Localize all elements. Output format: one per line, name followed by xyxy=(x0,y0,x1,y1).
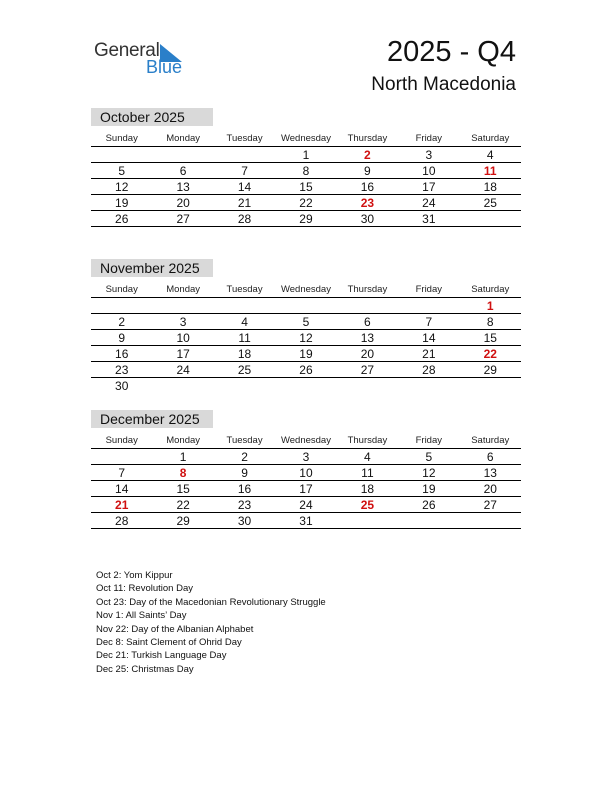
weekday-label: Saturday xyxy=(471,284,510,295)
day-cell: 27 xyxy=(360,363,375,377)
week-row xyxy=(91,465,521,481)
day-cell: 19 xyxy=(299,347,313,361)
day-cell: 5 xyxy=(118,164,126,178)
logo-general-text: General xyxy=(94,40,160,61)
day-cell xyxy=(214,147,275,162)
day-cell: 21 xyxy=(237,196,252,210)
holiday-item: Dec 25: Christmas Day xyxy=(96,663,194,675)
day-cell: 19 xyxy=(115,196,129,210)
day-cell: 6 xyxy=(364,315,371,329)
day-cell: 15 xyxy=(176,482,190,496)
day-cell xyxy=(214,378,275,394)
week-row xyxy=(91,330,521,346)
day-cell: 12 xyxy=(115,180,129,194)
month-calendar xyxy=(91,108,521,227)
day-cell: 11 xyxy=(361,466,374,480)
day-cell: 16 xyxy=(237,482,252,496)
day-cell: 19 xyxy=(422,482,436,496)
day-cell: 23 xyxy=(115,363,129,377)
day-cell: 2 xyxy=(364,148,371,162)
month-calendar xyxy=(91,410,521,529)
weekday-label: Sunday xyxy=(105,284,138,295)
weekday-label: Monday xyxy=(166,435,201,446)
week-row xyxy=(91,481,521,497)
weekday-label: Wednesday xyxy=(280,133,331,144)
weekday-label: Tuesday xyxy=(226,284,263,295)
day-cell: 8 xyxy=(179,466,187,480)
holiday-item: Oct 11: Revolution Day xyxy=(96,583,193,595)
weekday-label: Friday xyxy=(415,435,443,446)
day-cell xyxy=(152,147,213,162)
day-cell: 22 xyxy=(299,196,313,210)
weekday-label: Saturday xyxy=(471,133,510,144)
day-cell: 28 xyxy=(422,363,436,377)
day-cell xyxy=(91,298,152,313)
weekday-label: Thursday xyxy=(347,133,388,144)
day-cell: 3 xyxy=(425,148,433,162)
day-cell: 3 xyxy=(302,450,310,464)
holiday-item: Nov 1: All Saints’ Day xyxy=(96,610,187,622)
weekday-header xyxy=(91,433,521,448)
day-cell: 29 xyxy=(176,514,190,528)
week-row xyxy=(91,497,521,513)
weekday-header xyxy=(91,282,521,297)
day-cell xyxy=(460,378,521,394)
day-cell: 7 xyxy=(118,466,126,480)
day-cell: 9 xyxy=(118,331,126,345)
weekday-label: Wednesday xyxy=(280,284,331,295)
week-row xyxy=(91,163,521,179)
day-cell xyxy=(337,298,398,313)
logo xyxy=(94,40,194,80)
day-cell: 23 xyxy=(237,498,252,512)
day-cell: 17 xyxy=(299,482,313,496)
weekday-label: Friday xyxy=(415,133,443,144)
holiday-item: Oct 2: Yom Kippur xyxy=(96,570,173,581)
month-title: October 2025 xyxy=(91,108,213,126)
day-cell: 27 xyxy=(176,212,190,226)
holiday-item: Nov 22: Day of the Albanian Alphabet xyxy=(96,623,254,635)
weekday-label: Sunday xyxy=(105,133,138,144)
weekday-label: Thursday xyxy=(347,435,388,446)
day-cell: 9 xyxy=(364,164,371,178)
holiday-item: Dec 21: Turkish Language Day xyxy=(96,650,227,662)
day-cell: 10 xyxy=(299,466,313,480)
day-cell: 20 xyxy=(176,196,190,210)
day-cell: 11 xyxy=(238,331,251,345)
day-grid xyxy=(91,297,521,394)
day-cell: 28 xyxy=(237,212,252,226)
day-cell: 7 xyxy=(425,315,433,329)
day-cell: 8 xyxy=(486,315,494,329)
day-cell: 29 xyxy=(483,363,497,377)
day-cell xyxy=(152,298,213,313)
day-cell: 29 xyxy=(299,212,313,226)
day-cell: 26 xyxy=(115,212,129,226)
day-cell: 6 xyxy=(179,164,187,178)
day-cell: 4 xyxy=(241,315,248,329)
day-cell: 5 xyxy=(302,315,310,329)
weekday-label: Thursday xyxy=(347,284,388,295)
day-cell: 24 xyxy=(176,363,190,377)
holiday-list xyxy=(96,569,326,676)
weekday-label: Sunday xyxy=(105,435,138,446)
week-row xyxy=(91,179,521,195)
day-cell: 14 xyxy=(422,331,436,345)
day-cell: 17 xyxy=(176,347,190,361)
week-row xyxy=(91,314,521,330)
day-cell: 26 xyxy=(299,363,313,377)
day-cell: 18 xyxy=(483,180,497,194)
day-cell xyxy=(214,298,275,313)
holiday-item: Dec 8: Saint Clement of Ohrid Day xyxy=(96,637,242,649)
week-row xyxy=(91,211,521,227)
day-cell: 22 xyxy=(483,347,497,361)
day-cell: 4 xyxy=(486,148,494,162)
week-row xyxy=(91,449,521,465)
day-cell: 30 xyxy=(237,514,252,528)
week-row xyxy=(91,195,521,211)
day-cell: 25 xyxy=(483,196,497,210)
day-cell: 30 xyxy=(115,379,129,393)
weekday-label: Friday xyxy=(415,284,443,295)
weekday-label: Tuesday xyxy=(226,435,263,446)
day-cell: 28 xyxy=(115,514,129,528)
day-cell: 16 xyxy=(360,180,375,194)
day-cell: 7 xyxy=(241,164,248,178)
day-cell xyxy=(398,298,459,313)
day-cell: 20 xyxy=(360,347,375,361)
day-cell: 2 xyxy=(118,315,126,329)
day-cell xyxy=(275,298,336,313)
week-row xyxy=(91,298,521,314)
day-cell: 17 xyxy=(422,180,436,194)
day-cell xyxy=(460,211,521,226)
day-cell: 15 xyxy=(483,331,497,345)
month-calendar xyxy=(91,259,521,394)
day-cell: 11 xyxy=(483,164,497,178)
day-cell: 31 xyxy=(299,514,313,528)
day-grid xyxy=(91,146,521,227)
day-cell: 23 xyxy=(360,196,375,210)
day-cell: 10 xyxy=(176,331,190,345)
day-cell: 25 xyxy=(237,363,252,377)
day-cell: 18 xyxy=(237,347,252,361)
week-row xyxy=(91,362,521,378)
day-cell: 5 xyxy=(425,450,433,464)
country-name: North Macedonia xyxy=(371,74,516,95)
day-cell: 14 xyxy=(115,482,129,496)
day-cell xyxy=(337,513,398,528)
day-cell: 15 xyxy=(299,180,313,194)
month-title: December 2025 xyxy=(91,410,213,428)
day-cell xyxy=(152,378,213,394)
day-cell: 6 xyxy=(486,450,494,464)
day-cell: 12 xyxy=(422,466,436,480)
day-cell xyxy=(460,513,521,528)
day-cell: 13 xyxy=(483,466,497,480)
day-cell: 31 xyxy=(422,212,436,226)
day-cell xyxy=(398,378,459,394)
day-cell xyxy=(398,513,459,528)
weekday-label: Monday xyxy=(166,133,201,144)
weekday-label: Monday xyxy=(166,284,201,295)
day-cell xyxy=(337,378,398,394)
week-row xyxy=(91,378,521,394)
day-cell xyxy=(91,449,152,464)
day-cell: 24 xyxy=(422,196,436,210)
day-cell: 1 xyxy=(486,299,494,313)
day-cell: 4 xyxy=(364,450,371,464)
day-cell: 13 xyxy=(360,331,375,345)
day-cell: 20 xyxy=(483,482,497,496)
holiday-item: Oct 23: Day of the Macedonian Revolutionary Struggle xyxy=(96,596,326,608)
day-cell: 3 xyxy=(179,315,187,329)
day-cell: 21 xyxy=(422,347,436,361)
day-cell: 27 xyxy=(483,498,497,512)
day-cell: 18 xyxy=(360,482,375,496)
day-cell: 10 xyxy=(422,164,436,178)
day-cell: 13 xyxy=(176,180,190,194)
day-cell: 9 xyxy=(241,466,248,480)
day-cell: 24 xyxy=(299,498,313,512)
logo-blue-text: Blue xyxy=(146,57,183,77)
weekday-label: Saturday xyxy=(471,435,510,446)
day-cell: 8 xyxy=(302,164,310,178)
day-cell: 22 xyxy=(176,498,190,512)
weekday-label: Wednesday xyxy=(280,435,331,446)
weekday-label: Tuesday xyxy=(226,133,263,144)
page-title: 2025 - Q4 xyxy=(387,36,516,68)
week-row xyxy=(91,513,521,529)
day-cell: 21 xyxy=(115,498,129,512)
day-cell: 14 xyxy=(237,180,252,194)
day-grid xyxy=(91,448,521,529)
day-cell xyxy=(91,147,152,162)
day-cell: 2 xyxy=(241,450,248,464)
weekday-header xyxy=(91,131,521,146)
day-cell: 16 xyxy=(115,347,129,361)
day-cell: 26 xyxy=(422,498,436,512)
week-row xyxy=(91,147,521,163)
week-row xyxy=(91,346,521,362)
day-cell: 1 xyxy=(179,450,187,464)
month-title: November 2025 xyxy=(91,259,213,277)
day-cell: 12 xyxy=(299,331,313,345)
day-cell: 30 xyxy=(360,212,375,226)
day-cell xyxy=(275,378,336,394)
day-cell: 1 xyxy=(302,148,310,162)
day-cell: 25 xyxy=(360,498,375,512)
